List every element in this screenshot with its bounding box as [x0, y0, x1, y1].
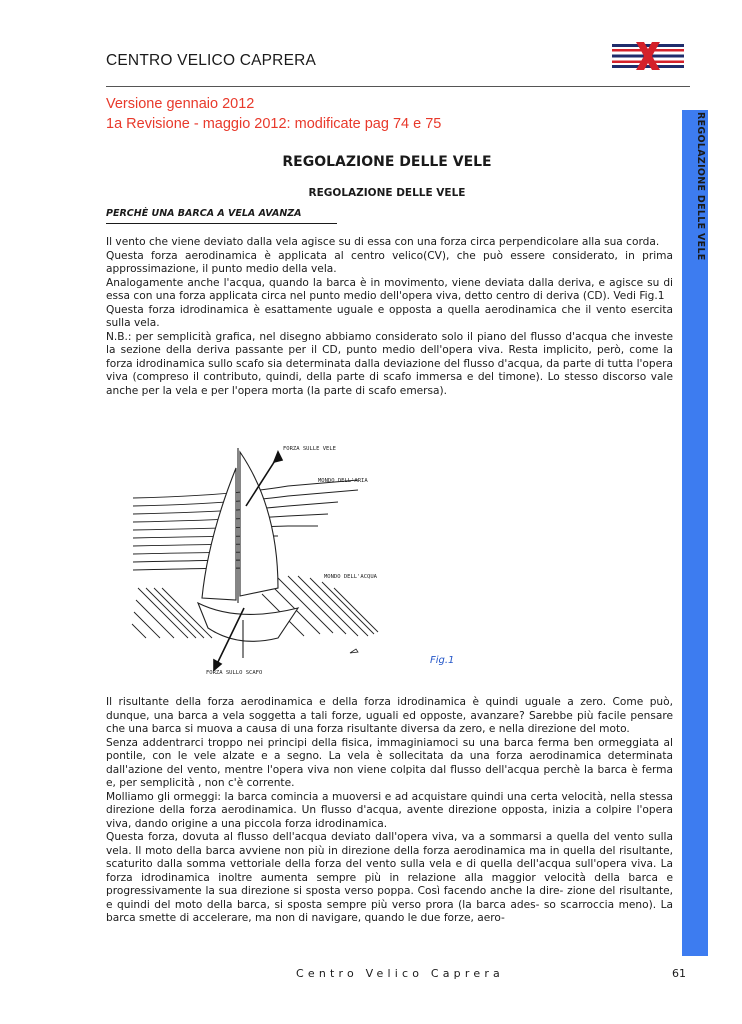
paragraph: N.B.: per semplicità grafica, nel disegno abbiamo considerato solo il piano del flusso d'acqua che investe la sezione della deriva passante per il CD, punto medio dell'opera viva. Resta implicito, però, come la forza idrodinamica sullo scafo sia determinata dalla deviazione del flusso d'acqua, da parte di tutta l'opera viva (compreso il contributo, quindi, della parte di scafo immersa e del timone). Lo stesso discorso vale anche per la vela e per l'opera morta (la parte di scafo emersa).	[106, 330, 673, 397]
version-line-1: Versione gennaio 2012	[106, 96, 255, 112]
small-bird-sketch	[350, 649, 358, 653]
page-title: REGOLAZIONE DELLE VELE	[282, 154, 492, 170]
paragraph: Senza addentrarci troppo nei principi della fisica, immaginiamoci su una barca ferma ben ormeggiata al pontile, con le vele alzate e a segno. La vela è sollecitata da una forza aerodinamica determinata dall'azione del vento, mentre l'opera viva non viene colpita dal flusso dell'acqua perchè la barca è ferma e, per semplicità , non c'è corrente.	[106, 736, 673, 789]
label-air: MONDO DELL'ARIA	[318, 478, 368, 484]
body-text-top	[106, 236, 673, 398]
label-water: MONDO DELL'ACQUA	[324, 574, 377, 580]
paragraph: Questa forza idrodinamica è esattamente uguale e opposta a quella aerodinamica che il vento esercita sulla vela.	[106, 303, 673, 329]
header-divider	[106, 86, 690, 87]
cvc-flag-logo-icon	[612, 42, 684, 70]
header-title: CENTRO VELICO CAPRERA	[106, 52, 317, 69]
version-line-2: 1a Revisione - maggio 2012: modificate pag 74 e 75	[106, 116, 442, 132]
paragraph: Analogamente anche l'acqua, quando la barca è in movimento, viene deviata dalla deriva, e agisce su di essa con una forza applicata circa nel punto medio dell'opera viva, detto centro di deriva (CD). Vedi Fig.1	[106, 276, 673, 302]
section-heading: PERCHÈ UNA BARCA A VELA AVANZA	[106, 208, 337, 224]
sailboat-drawing	[198, 448, 298, 658]
paragraph: Molliamo gli ormeggi: la barca comincia a muoversi e ad acquistare quindi una certa velocità, nella stessa direzione della forza aerodinamica. Un flusso d'acqua, avente direzione opposta, inizia a colpire l'opera viva, dando origine a una piccola forza idrodinamica.	[106, 790, 673, 830]
footer-publisher: Centro Velico Caprera	[296, 967, 504, 980]
page-number: 61	[672, 967, 686, 980]
paragraph: Il vento che viene deviato dalla vela agisce su di essa con una forza circa perpendicolare alla sua corda.	[106, 236, 660, 248]
paragraph: Questa forza, dovuta al flusso dell'acqua deviato dall'opera viva, va a sommarsi a quella del vento sulla vela. Il moto della barca avviene non più in direzione della forza aerodinamica ma in quella del risultante, scaturito dalla somma vettoriale della forza del vento sulla vela e di quella dell'acqua sull'opera viva. La forza idrodinamica inoltre aumenta sempre più in relazione alla maggior velocità della barca e progressivamente la sua direzione si sposta verso poppa. Così facendo anche la dire- zione del risultante, e quindi del moto della barca, si sposta sempre più verso prora (la barca ades- so scarroccia meno). La barca smette di accelerare, ma non di navigare, quando le due forze, aero-	[106, 831, 673, 924]
body-text-bottom	[106, 696, 673, 926]
figure-caption: Fig.1	[430, 655, 455, 666]
sailboat-forces-figure	[128, 438, 398, 680]
side-tab-label: REGOLAZIONE DELLE VELE	[695, 112, 706, 261]
label-hull-force: FORZA SULLO SCAFO	[206, 670, 263, 676]
section-title: REGOLAZIONE DELLE VELE	[308, 187, 466, 199]
paragraph: Il risultante della forza aerodinamica e della forza idrodinamica è quindi uguale a zero. Come può, dunque, una barca a vela soggetta a tali forze, uguali ed opposte, avanzare? Sarebbe più facile pensare che una barca si muova a causa di una forza risultante diversa da zero, e nella direzione del moto.	[106, 696, 673, 735]
paragraph: Questa forza aerodinamica è applicata al centro velico(CV), che può essere considerato, in prima approssimazione, il punto medio della vela.	[106, 249, 673, 275]
label-sail-force: FORZA SULLE VELE	[283, 446, 336, 452]
